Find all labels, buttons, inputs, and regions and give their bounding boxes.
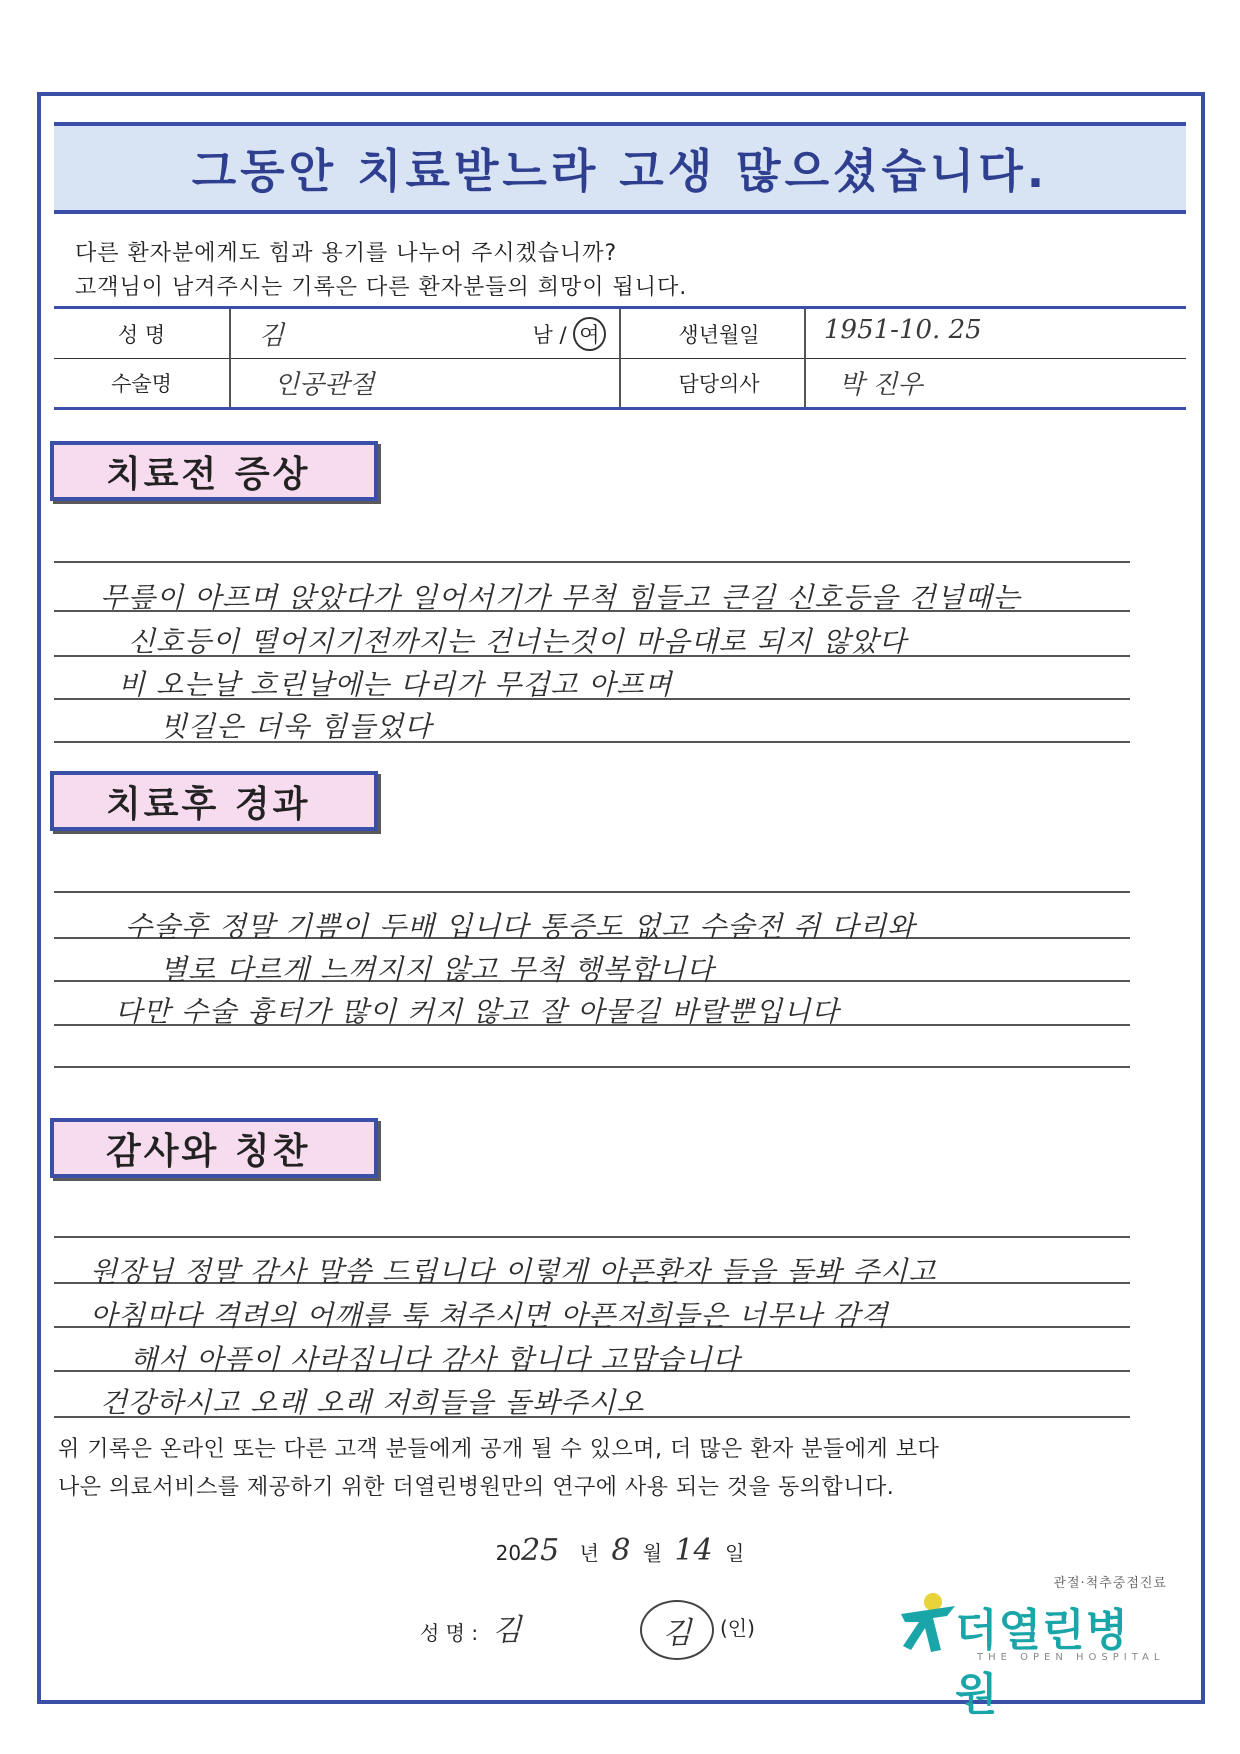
date-month: 8 [611,1533,631,1568]
section-title-after: 치료후 경과 [50,771,378,831]
before-line-2: 신호등이 떨어지기전까지는 건너는것이 마음대로 되지 않았다 [128,625,907,658]
gender-label-text: 남 / [532,322,567,347]
title-banner [54,122,1186,214]
doctor-label: 담당의사 [678,371,760,396]
doctor-value: 박 진우 [839,370,923,400]
intro-line-2: 고객님이 남겨주시는 기록은 다른 환자분들의 희망이 됩니다. [75,275,688,300]
ruled-line [54,1066,1130,1068]
ruled-line [54,561,1130,563]
signature-row [420,1605,521,1649]
page-title: 그동안 치료받느라 고생 많으셨습니다. [191,144,1049,198]
logo-name: 더열린병원 [955,1605,1130,1720]
date-year-handwritten: 25 [521,1533,560,1568]
consent-line-1: 위 기록은 온라인 또는 다른 고객 분들에게 공개 될 수 있으며, 더 많은 환자 분들에게 보다 [58,1437,940,1462]
name-value: 김 [259,321,285,351]
patient-info-table [54,306,1186,410]
table-divider [804,309,806,407]
before-line-1: 무릎이 아프며 앉았다가 일어서기가 무척 힘들고 큰길 신호등을 건널때는 [100,581,1021,614]
table-divider [619,309,621,407]
ruled-line [54,891,1130,893]
gender-selected-female: 여 [573,317,605,351]
ruled-line [54,1236,1130,1238]
date-day-unit: 일 [725,1541,745,1565]
section-title-before: 치료전 증상 [50,441,378,501]
date-year-prefix: 20 [495,1541,522,1565]
after-line-2: 별로 다르게 느껴지지 않고 무척 행복합니다 [160,953,715,986]
hospital-logo [897,1572,1167,1720]
signature-seal: 김 [640,1600,714,1660]
table-divider [229,309,231,407]
surgery-value: 인공관절 [274,370,375,400]
thanks-line-2: 아침마다 격려의 어깨를 툭 쳐주시면 아픈저희들은 너무나 감격 [90,1299,889,1332]
logo-subtitle: THE OPEN HOSPITAL [977,1652,1165,1663]
birth-value: 1951-10. 25 [824,315,982,345]
thanks-line-4: 건강하시고 오래 오래 저희들을 돌봐주시오 [100,1386,645,1419]
thanks-line-1: 원장님 정말 감사 말씀 드립니다 이렇게 아픈환자 들을 돌봐 주시고 [90,1255,937,1288]
birth-label: 생년월일 [678,322,760,347]
date-month-unit: 월 [642,1541,663,1565]
section-title-thanks: 감사와 칭찬 [50,1118,378,1178]
date-day: 14 [674,1533,713,1568]
before-line-4: 빗길은 더욱 힘들었다 [160,710,433,743]
thanks-line-3: 해서 아픔이 사라집니다 감사 합니다 고맙습니다 [130,1343,741,1376]
logo-tagline: 관절·척추중점진료 [1053,1576,1167,1591]
intro-line-1: 다른 환자분에게도 힘과 용기를 나누어 주시겠습니까? [75,241,618,266]
logo-figure-icon [897,1588,959,1658]
consent-line-2: 나은 의료서비스를 제공하기 위한 더열린병원만의 연구에 사용 되는 것을 동의합니다. [58,1475,895,1500]
signature-name: 김 [492,1613,522,1648]
surgery-label: 수술명 [111,371,172,396]
after-line-3: 다만 수술 흉터가 많이 커지 않고 잘 아물길 바랄뿐입니다 [115,995,840,1028]
date-year-unit: 년 [579,1541,599,1565]
seal-label: (인) [720,1616,755,1640]
after-line-1: 수술후 정말 기쁨이 두배 입니다 통증도 없고 수술전 쥐 다리와 [125,910,916,943]
name-label: 성 명 [117,322,166,347]
before-line-3: 비 오는날 흐린날에는 다리가 무겁고 아프며 [118,668,673,701]
date-row [0,1533,1240,1568]
signature-label: 성 명 : [420,1621,479,1645]
gender-label [524,309,614,358]
